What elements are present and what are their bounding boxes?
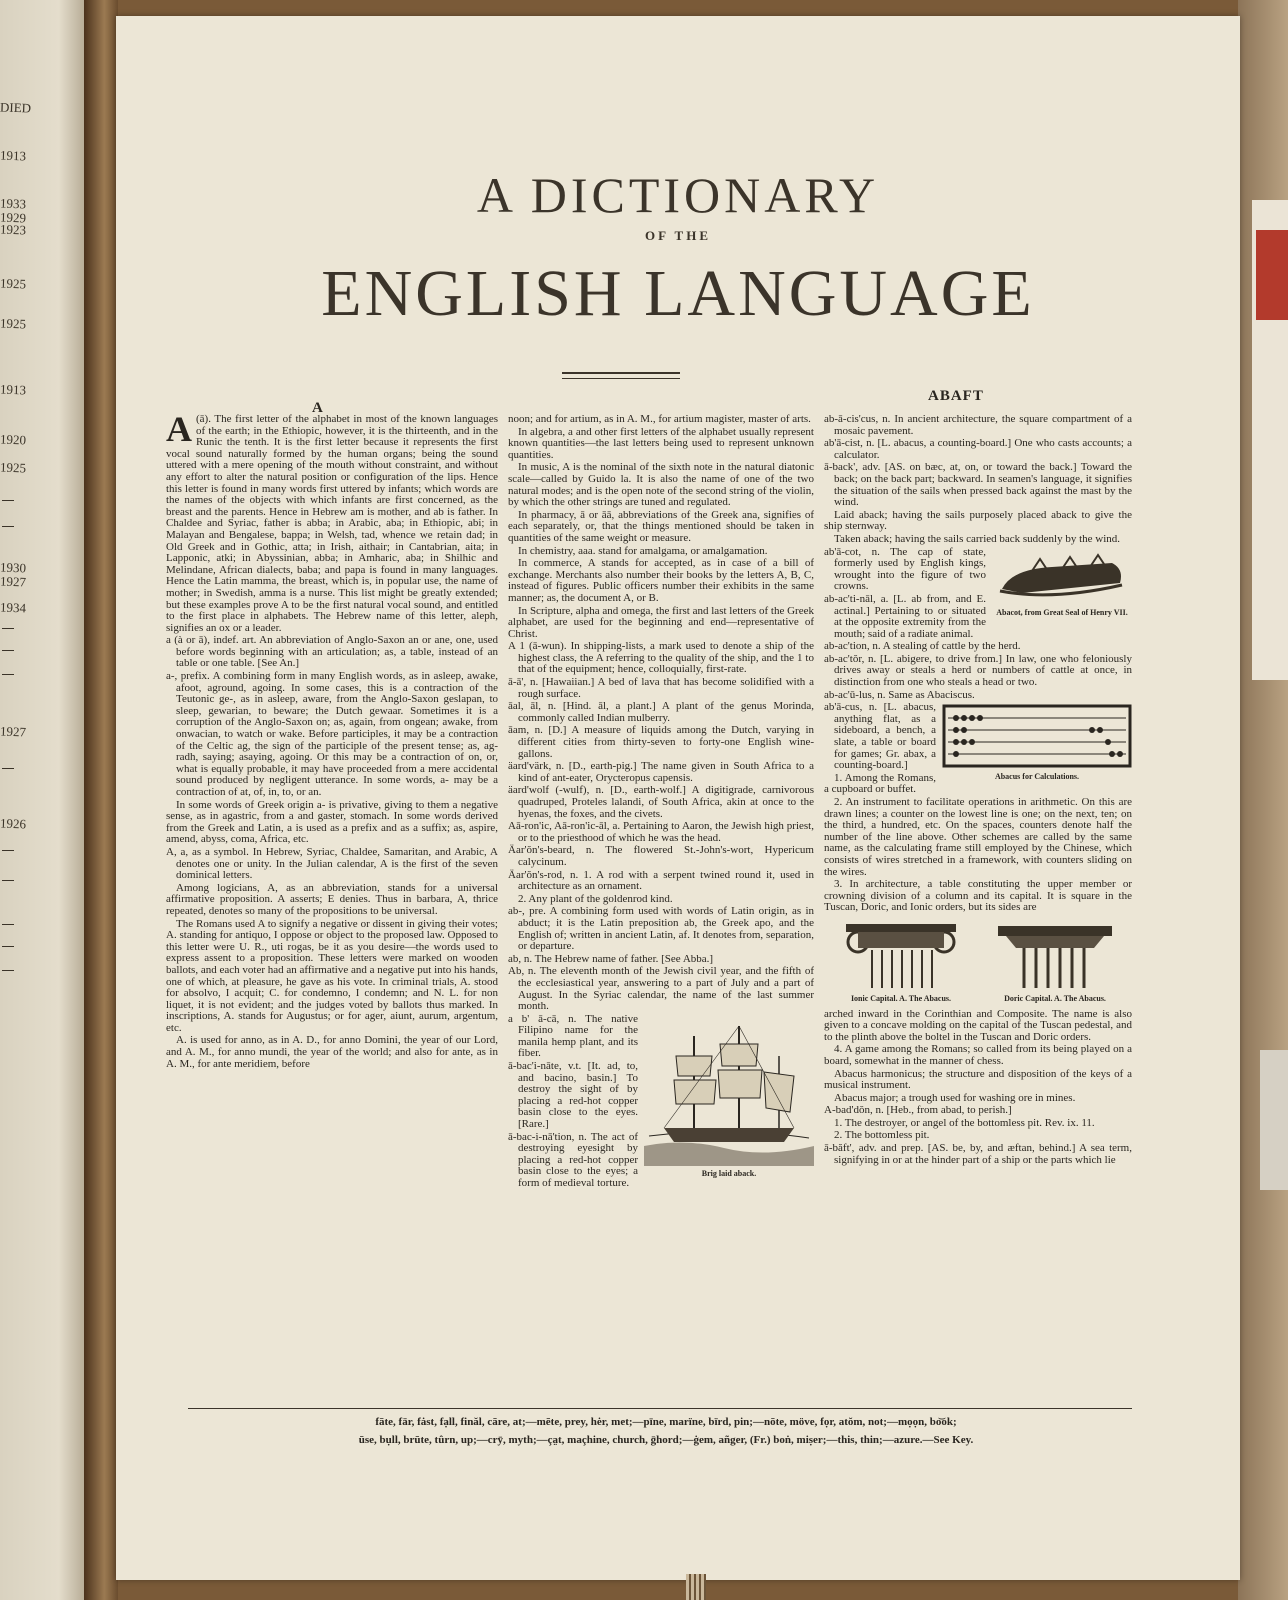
entry-paragraph: A. is used for anno, as in A. D., for anno Domini, the year of our Lord, and A. M., for anno mundi, the year of the world; and also for ante, as in A. M., for ante meridiem, before [166, 1034, 498, 1070]
left-page-dash [2, 526, 14, 527]
title-line-1: A DICTIONARY [476, 167, 880, 223]
title-rule [562, 372, 680, 379]
entry-paragraph: The Romans used A to signify a negative or dissent in giving their votes; A. standing for antiquo, I oppose or object to the proposed law. Opposed to this letter were U. R., uti rogas, be it as you desire—the words used to express assent to a proposition. These letters were marked on wooden ballots, and each voter had an affirmative and a negative put into his hands, one of which, at pleasure, he gave as his vote. In criminal trials, A. stood for absolvo, I acquit; C. for condemno, I condemn; and N. L. for non liquet, it is not evident; and the judges voted by ballots thus marked. In inscriptions, A. stands for Augustus; or for ager, aiunt, aurum, argentum, etc. [166, 917, 498, 1034]
entry-aal: āal, āl, n. [Hind. āl, a plant.] A plant of the genus Morinda, commonly called Indian mulberry. [508, 700, 814, 724]
left-page-label: 1927 [0, 723, 27, 740]
title-line-2: OF THE [644, 228, 712, 243]
entry-paragraph: Laid aback; having the sails purposely placed aback to give the ship sternway. [824, 508, 1132, 533]
dictionary-page [116, 16, 1240, 1580]
guide-word-right: ABAFT [928, 388, 984, 404]
entry-a-symbol: A, a, as a symbol. In Hebrew, Syriac, Chaldee, Samaritan, and Arabic, A denotes one or unity. In the Julian calendar, A is the first of the seven dominical letters. [166, 845, 498, 882]
background-card [1260, 1050, 1288, 1190]
left-page-dash [2, 674, 14, 675]
entry-abaft: ā-băft', adv. and prep. [AS. be, by, and æftan, behind.] A sea term, signifying in or at the hinder part of a ship or the parts which lie [824, 1142, 1132, 1166]
entry-paragraph: In algebra, a and other first letters of the alphabet usually represent known quantities—the last letters being used to represent unknown quantities. [508, 425, 814, 461]
entry-aback: ā-back', adv. [AS. on bæc, at, on, or toward the back.] Toward the back; on the back part; backward. In seamen's language, it signifies the situation of the sails when pressed back against the mast by the wind. [824, 461, 1132, 509]
left-page-label: 1929 [0, 209, 27, 226]
title-line-3: ENGLISH LANGUAGE [321, 257, 1035, 330]
left-page-label: 1913 [0, 381, 27, 398]
entry-aaronic: Aā-ron'ic, Aā-ron'ic-āl, a. Pertaining to Aaron, the Jewish high priest, or to the priesthood of which he was the head. [508, 820, 814, 844]
entry-abaca: a b' ā-cā, n. The native Filipino name for the manila hemp plant, and its fiber. [508, 1012, 638, 1060]
entry-abacinate: ā-bac'i-nāte, v.t. [It. ad, to, and bacino, basin.] To destroy the sight of by placing a red-hot copper basin close to the eyes. [Rare.] [508, 1060, 638, 1131]
abacus-icon [942, 704, 1132, 768]
footer-rule [188, 1408, 1132, 1409]
ionic-capital-figure [836, 920, 966, 1003]
left-page-label: 1933 [0, 195, 27, 212]
background-red-label [1256, 230, 1288, 320]
left-page-label: 1926 [0, 815, 27, 832]
entry-abacination: ā-bac-i-nā'tion, n. The act of destroying eyesight by placing a red-hot copper basin close to the eyes; a form of medieval torture. [508, 1130, 638, 1189]
abacot-figure [992, 549, 1132, 618]
entry-paragraph: In commerce, A stands for accepted, as in case of a bill of exchange. Merchants also number their books by the letters A, B, C, instead of figures. Public officers number their exhibits in the same manner; as, the document A, or B. [508, 557, 814, 604]
left-page-label: 1925 [0, 275, 27, 292]
left-page-label: 1927 [0, 573, 27, 590]
left-page-label: 1930 [0, 559, 27, 576]
entry-a1: A 1 (ā-wun). In shipping-lists, a mark used to denote a ship of the highest class, the A referring to the quality of the ship, and the 1 to that of the equipment; hence, colloquially, first-rate. [508, 640, 814, 676]
left-page-edge [0, 0, 84, 1600]
entry-aarons-rod: Äar'ŏn's-rod, n. 1. A rod with a serpent twined round it, used in architecture as an ornament. [508, 868, 814, 893]
left-page-dash [2, 924, 14, 925]
abacus-figure [942, 704, 1132, 781]
entry-paragraph: 2. Any plant of the goldenrod kind. [518, 892, 673, 905]
bookmark-ribbon [686, 1574, 706, 1600]
entry-aardwolf: äard'wolf (-wulf), n. [D., earth-wolf.] A digitigrade, carnivorous quadruped, Proteles lalandi, of South Africa, akin at once to the hyenas, the foxes, and the civets. [508, 784, 814, 820]
book-gutter [84, 0, 118, 1600]
doric-caption: Doric Capital. A. The Abacus. [1004, 993, 1106, 1003]
entry-paragraph: 1. The destroyer, or angel of the bottomless pit. Rev. ix. 11. [834, 1116, 1095, 1129]
ship-illustration-icon [644, 1016, 814, 1166]
capitals-figures [824, 920, 1132, 1003]
entry-abacist: ab'ā-cist, n. [L. abacus, a counting-board.] One who casts accounts; a calculator. [824, 437, 1132, 461]
entry-paragraph: Among logicians, A, as an abbreviation, stands for a universal affirmative proposition. A asserts; E denies. Thus in barbara, A, thrice repeated, denotes so many of the propositions to be universal. [166, 881, 498, 917]
pronunciation-key-line-2: ūse, bụll, brūte, tûrn, up;—crȳ, myth;—ça̤t, maçhine, church, ḡhord;—ġem, añger, (Fr.) boṅ, miṣer;—this, thin;—azure.—See Key. [358, 1434, 974, 1446]
ship-caption: Brig laid aback. [701, 1169, 757, 1179]
entry-abaculus: ab-ac'ū-lus, n. Same as Abaciscus. [824, 688, 975, 701]
entry-paragraph: 1. Among the Romans, a cupboard or buffet. [824, 771, 936, 796]
entry-ab-prefix: ab-, pre. A combining form used with words of Latin origin, as in abduct; it is the Latin preposition ab, the Greek apo, and the English of; written in ancient Latin, af. It denotes from, separation, or departure. [508, 905, 814, 953]
abacot-caption: Abacot, from Great Seal of Henry VII. [996, 608, 1128, 618]
doric-capital-figure [990, 920, 1120, 1003]
entry-paragraph: 3. In architecture, a table constituting the upper member or crowning division of a column and its capital. It is square in the Tuscan, Doric, and Ionic orders, but its sides are [824, 878, 1132, 914]
ship-figure [644, 1016, 814, 1179]
left-page-dash [2, 768, 14, 769]
entry-paragraph: In Scripture, alpha and omega, the first and last letters of the Greek alphabet, are used for the beginning and end—representative of Christ. [508, 604, 814, 640]
entry-a-prefix: a-, prefix. A combining form in many English words, as in asleep, awake, afoot, aground, agoing. In some cases, this is a contraction of the Teutonic ge-, as in asleep, aware, from the Anglo-Saxon geslapan, to sleep, gewarian, to beware; the Dutch gewaar. Sometimes it is a corruption of the Anglo-Saxon on; as, again, from ongean; awake, from onwacian, to watch or wake. Before participles, it may be a contraction of the Celtic ag, the sign of the participle of the present tense; as, ag-radh, saying; asaying, agoing. Or this may be a contraction of on, or, what is equally probable, it may have proceeded from a mere accidental sound produced by negligent utterance. In some words, a- may be a contraction of at, of, in, to, or an. [166, 670, 498, 798]
entry-paragraph: In chemistry, aaa. stand for amalgama, or amalgamation. [518, 544, 768, 557]
column-3 [824, 414, 1132, 1399]
entry-ab: ab, n. The Hebrew name of father. [See Abba.] [508, 952, 714, 965]
left-page-label: 1934 [0, 599, 27, 616]
column-2 [508, 414, 814, 1399]
drop-cap-a: A [166, 414, 192, 449]
left-page-label: 1925 [0, 459, 27, 476]
ionic-caption: Ionic Capital. A. The Abacus. [850, 993, 952, 1003]
entry-paragraph: noon; and for artium, as in A. M., for artium magister, master of arts. [508, 414, 811, 425]
left-page-label: 1913 [0, 147, 27, 164]
left-page-dash [2, 850, 14, 851]
column-1 [166, 414, 498, 1399]
entry-aa: ā-ā', n. [Hawaiian.] A bed of lava that has become solidified with a rough surface. [508, 676, 814, 700]
entry-text: (ā). The first letter of the alphabet in most of the known languages of the earth; in the Ethiopic, however, it is the thirteenth, and in the Runic the tenth. It is the first letter because it represents the first vocal sound naturally formed by the human organs; being the sound uttered with a mere opening of the mouth without constraint, and without any effort to alter the natural position or configuration of the lips. Hence this letter is found in many words first uttered by infants; which words are the names of the objects with which infants are first concerned, as the breast and the parents. Hence in Hebrew am is mother, and ab is father. In Chaldee and Syriac, father is abba; in Arabic, aba; in Ethiopic, abi; in Malayan and Bengalese, bappa; in Welsh, tad, whence we retain dad; in Old Greek and in Gothic, atta; in Irish, aithair; in Cantabrian, aita; in Lapponic, atki; in Abyssinian, abba; in Amharic, aba; in Shilhic and Melindane, African dialects, baba; and papa is found in many languages. Hence the Latin mamma, the breast, which is, in popular use, the name of mother; in Swedish, amma is a nurse. This list might be greatly extended; but these examples prove A to be the first natural vocal sound, and entitled to the first place in alphabets. The Hebrew name of this letter, aleph, signifies an ox or a leader. [166, 414, 498, 634]
entry-abacot: ab'ā-cot, n. The cap of state, formerly used by English kings, wrought into the figure of two crowns. [824, 545, 986, 593]
left-page-dash [2, 650, 14, 651]
entry-abactor: ab-ac'tŏr, n. [L. abigere, to drive from.] In law, one who feloniously drives away or steals a herd or numbers of cattle at once, in distinction from one who steals a head or two. [824, 652, 1132, 689]
left-page-dash [2, 970, 14, 971]
entry-abacus: ab'ā-cus, n. [L. abacus, anything flat, as a sideboard, a bench, a slate, a table or board for games; Gr. abax, a counting-board.] [824, 701, 936, 772]
entry-a-letter [166, 414, 498, 634]
entry-paragraph: In music, A is the nominal of the sixth note in the natural diatonic scale—called by Guido la. It is also the name of one of the two natural modes; and is the open note of the second string of the violin, by which the other strings are tuned and regulated. [508, 461, 814, 509]
doric-capital-icon [990, 920, 1120, 990]
guide-word-left: A [312, 400, 323, 416]
entry-abaddon: A-bad'dŏn, n. [Heb., from abad, to perish.] [824, 1104, 1012, 1117]
left-page-label: 1925 [0, 315, 27, 332]
crown-cap-icon [992, 549, 1132, 605]
pronunciation-key-line-1: fāte, fär, fȧst, fạll, finăl, cāre, at;—mēte, prey, hėr, met;—pīne, marïne, bïrd, pin;—nōte, möve, fọr, atŏm, not;—mọọn, bo͝ok; [375, 1416, 957, 1428]
left-page-label: 1923 [0, 221, 27, 238]
entry-abaction: ab-ac'tion, n. A stealing of cattle by the herd. [824, 640, 1021, 653]
entry-paragraph: 2. The bottomless pit. [834, 1129, 930, 1142]
entry-ab-month: Ab, n. The eleventh month of the Jewish civil year, and the fifth of the ecclesiastical year, answering to a part of July and a part of August. In the Syriac calendar, the name of the last summer month. [508, 965, 814, 1013]
entry-paragraph: Abacus harmonicus; the structure and disposition of the keys of a musical instrument. [824, 1067, 1132, 1092]
left-page-label: DIED [0, 99, 32, 116]
left-page-dash [2, 880, 14, 881]
entry-paragraph: 2. An instrument to facilitate operations in arithmetic. On this are drawn lines; a counter on the lowest line is one; on the next, ten; on the third, a hundred, etc. On the spaces, counters denote half the number of the line above. Other schemes are called by the same name, as the calculating frame still employed by the Chinese, which consists of wires stretched in a framework, with counters sliding on the wires. [824, 796, 1132, 878]
entry-abactinal: ab-ac'ti-nāl, a. [L. ab from, and E. actinal.] Pertaining to or situated at the opposite extremity from the mouth; said of a radiate animal. [824, 592, 986, 640]
entry-paragraph: arched inward in the Corinthian and Composite. The name is also given to a concave molding on the capital of the Tuscan pedestal, and to the plinth above the boltel in the Tuscan and Doric orders. [824, 1007, 1132, 1043]
left-page-dash [2, 500, 14, 501]
entry-paragraph: In some words of Greek origin a- is privative, giving to them a negative sense, as in agastric, from a and gaster, stomach. In some words derived from the Greek and Latin, a is used as a prefix and as a suffix; as, aspire, amend, abyss, coma, Africa, etc. [166, 798, 498, 846]
entry-a-article: a (à or ā), indef. art. An abbreviation of Anglo-Saxon an or ane, one, used before words beginning with an articulation; as, a table, instead of an table or one table. [See An.] [166, 634, 498, 670]
entry-aarons-beard: Äar'ŏn's-beard, n. The flowered St.-John's-wort, Hypericum calycinum. [508, 844, 814, 868]
entry-abaciscus: ab-ā-cis'cus, n. In ancient architecture, the square compartment of a mosaic pavement. [824, 414, 1132, 437]
entry-paragraph: In pharmacy, ā or āā, abbreviations of the Greek ana, signifies of each separately, or, that the things mentioned should be taken in quantities of the same weight or measure. [508, 508, 814, 544]
left-page-label: 1920 [0, 431, 27, 448]
entry-paragraph: Abacus major; a trough used for washing ore in mines. [834, 1091, 1076, 1104]
abacus-caption: Abacus for Calculations. [994, 771, 1080, 781]
background-right [1238, 0, 1288, 1600]
entry-paragraph: Taken aback; having the sails carried back suddenly by the wind. [834, 532, 1121, 545]
left-page-dash [2, 628, 14, 629]
entry-paragraph: 4. A game among the Romans; so called from its being played on a board, somewhat in the manner of chess. [824, 1043, 1132, 1067]
left-page-dash [2, 946, 14, 947]
entry-aam: āam, n. [D.] A measure of liquids among the Dutch, varying in different cities from thirty-seven to forty-one English wine-gallons. [508, 724, 814, 760]
ionic-capital-icon [836, 920, 966, 990]
entry-aardvark: äard'värk, n. [D., earth-pig.] The name given in South Africa to a kind of ant-eater, Orycteropus capensis. [508, 760, 814, 784]
